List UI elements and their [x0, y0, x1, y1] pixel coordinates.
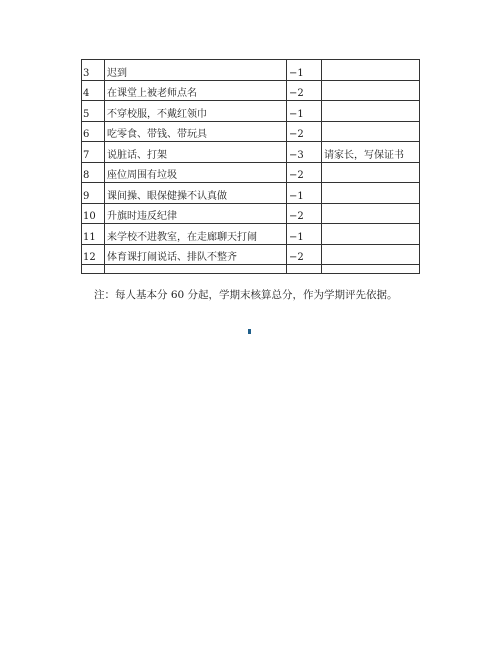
empty-table-row	[82, 265, 420, 274]
rule-score-cell: −2	[287, 203, 322, 224]
rule-note-cell: 请家长，写保证书	[322, 142, 420, 163]
page-marker-icon	[248, 329, 251, 334]
rule-item-cell: 不穿校服，不戴红领巾	[105, 101, 287, 122]
rule-item-cell: 在课堂上被老师点名	[105, 80, 287, 101]
rule-item-cell: 来学校不进教室，在走廊聊天打闹	[105, 224, 287, 245]
table-row	[82, 101, 420, 122]
rule-item-cell: 吃零食、带钱、带玩具	[105, 121, 287, 142]
rule-item-cell: 课间操、眼保健操不认真做	[105, 183, 287, 204]
table-row	[82, 183, 420, 204]
rule-note-cell	[322, 203, 420, 224]
rule-number-cell: 8	[82, 162, 105, 183]
empty-cell	[82, 265, 105, 274]
rule-number-cell: 4	[82, 80, 105, 101]
rule-item-cell: 座位周围有垃圾	[105, 162, 287, 183]
table-row	[82, 162, 420, 183]
rule-note-cell	[322, 162, 420, 183]
rule-score-cell: −2	[287, 162, 322, 183]
rule-score-cell: −2	[287, 121, 322, 142]
rule-number-cell: 12	[82, 244, 105, 265]
conduct-rules-body	[82, 60, 420, 274]
table-row	[82, 203, 420, 224]
rule-item-cell: 升旗时违反纪律	[105, 203, 287, 224]
rule-note-cell	[322, 60, 420, 81]
rule-number-cell: 11	[82, 224, 105, 245]
rule-note-cell	[322, 224, 420, 245]
table-row	[82, 80, 420, 101]
rule-score-cell: −2	[287, 80, 322, 101]
rule-item-cell: 迟到	[105, 60, 287, 81]
rule-number-cell: 5	[82, 101, 105, 122]
scoring-footnote: 注：每人基本分 60 分起，学期末核算总分，作为学期评先依据。	[94, 289, 398, 301]
table-row	[82, 142, 420, 163]
conduct-rules-table	[81, 59, 420, 274]
rule-number-cell: 3	[82, 60, 105, 81]
rule-number-cell: 6	[82, 121, 105, 142]
table-row	[82, 121, 420, 142]
empty-cell	[105, 265, 287, 274]
rule-note-cell	[322, 183, 420, 204]
rule-number-cell: 7	[82, 142, 105, 163]
rule-score-cell: −1	[287, 60, 322, 81]
rule-score-cell: −1	[287, 101, 322, 122]
rule-item-cell: 体育课打闹说话、排队不整齐	[105, 244, 287, 265]
table-row	[82, 224, 420, 245]
rule-score-cell: −1	[287, 224, 322, 245]
rule-score-cell: −3	[287, 142, 322, 163]
rule-note-cell	[322, 121, 420, 142]
rule-score-cell: −2	[287, 244, 322, 265]
empty-cell	[322, 265, 420, 274]
rule-note-cell	[322, 244, 420, 265]
table-row	[82, 244, 420, 265]
table-row	[82, 60, 420, 81]
empty-cell	[287, 265, 322, 274]
rule-item-cell: 说脏话、打架	[105, 142, 287, 163]
rule-number-cell: 9	[82, 183, 105, 204]
rule-number-cell: 10	[82, 203, 105, 224]
rule-note-cell	[322, 80, 420, 101]
rule-note-cell	[322, 101, 420, 122]
rule-score-cell: −1	[287, 183, 322, 204]
